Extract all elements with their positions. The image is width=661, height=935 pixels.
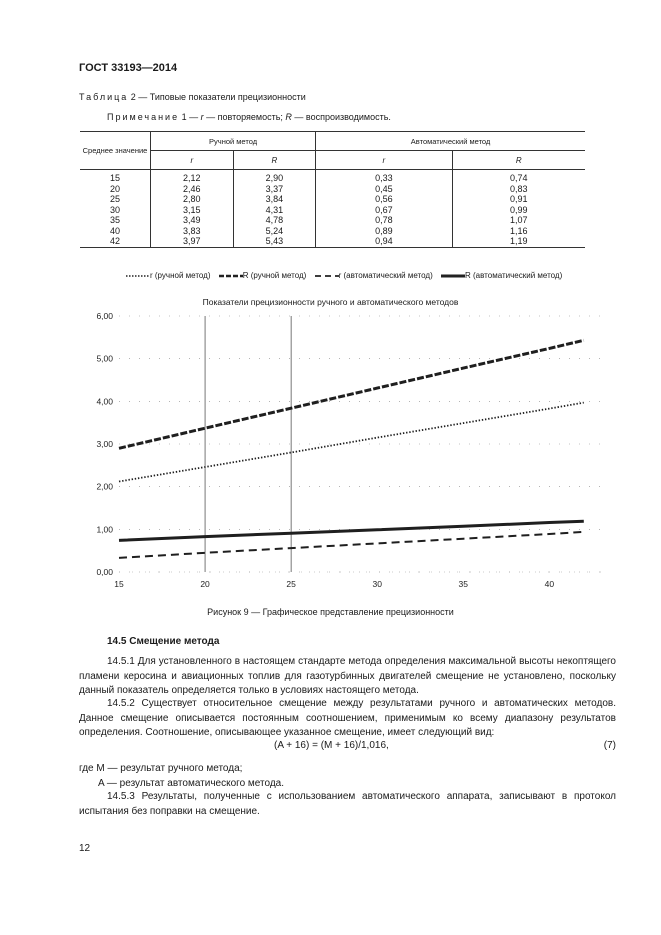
paragraph-text: 14.5.3 Результаты, полученные с использованием автоматического аппарата, записывают в протокол испытания без поправки на смещение.: [79, 791, 616, 817]
table-cell: 0,91: [452, 194, 585, 205]
table-cell: 4,31: [233, 205, 316, 216]
table-cell: 42: [109, 236, 120, 246]
equation-text: (A + 16) = (M + 16)/1,016,: [274, 740, 389, 751]
y-tick-label: 5,00: [96, 353, 113, 364]
figure-caption: Рисунок 9 — Графическое представление прецизионности: [207, 607, 454, 617]
table-cell: 3,84: [233, 194, 316, 205]
table-note-prefix: Примечание: [107, 112, 180, 122]
table-row: [80, 170, 585, 184]
table-cell: 0,94: [316, 236, 452, 247]
col-mean-header: Среднее значение: [80, 132, 151, 170]
table-note-R: R: [285, 112, 292, 122]
y-tick-label: 4,00: [96, 396, 113, 407]
y-tick-label: 0,00: [96, 567, 113, 577]
table-cell: 15: [109, 173, 120, 183]
table-cell: 2,80: [151, 194, 234, 205]
chart-legend: [126, 271, 616, 280]
table-cell: 2,90: [233, 170, 316, 184]
col-manual-R: R: [233, 151, 316, 170]
table-cell: 0,67: [316, 205, 452, 216]
table-cell: 5,24: [233, 226, 316, 237]
table-row: [80, 236, 585, 247]
table-cell: 40: [109, 225, 120, 236]
table-cell: 35: [109, 215, 120, 225]
table-cell: 0,83: [452, 184, 585, 195]
table-note-part: — воспроизводимость.: [291, 112, 391, 122]
table-cell: 25: [109, 194, 120, 204]
table-cell: 1,19: [452, 236, 585, 247]
table-caption: [79, 92, 306, 102]
legend-swatch-dashed-bold: [219, 273, 243, 279]
paragraph-text: 14.5.2 Существует относительное смещение между результатами ручного и автоматических методов. Данное смещение описывается постоянным соотношением, применимым ко всему диапазону результатов определения. Соотношение, описывающее указанное смещение, имеет следующий вид:: [79, 698, 616, 738]
table-cell: 3,83: [151, 226, 234, 237]
x-tick-label: 35: [458, 579, 469, 589]
series-line: [119, 340, 584, 448]
x-tick-label: 30: [372, 579, 382, 589]
y-tick-label: 3,00: [96, 439, 113, 449]
paragraph-text: 14.5.1 Для установленного в настоящем стандарте метода определения максимальной высоты некоптящего пламени керосина и авиационных топлив для газотурбинных двигателей смещение не установлено, поскольку данный показатель определяется только в условиях настоящего метода.: [79, 656, 616, 696]
where-line-2: A — результат автоматического метода.: [98, 777, 285, 789]
where-block: [79, 762, 284, 791]
table-cell: 4,78: [233, 215, 316, 226]
col-auto-header: Автоматический метод: [316, 132, 585, 151]
precision-table: [80, 131, 585, 248]
table-cell: 0,74: [452, 170, 585, 184]
table-note-r: r: [200, 112, 204, 122]
table-row: [80, 184, 585, 195]
table-cell: 0,89: [316, 226, 452, 237]
y-tick-label: 2,00: [96, 481, 113, 492]
series-line: [119, 521, 584, 540]
table-cell: 5,43: [233, 236, 316, 247]
table-note: [107, 112, 391, 122]
table-caption-prefix: Таблица: [79, 92, 129, 102]
x-tick-label: 15: [114, 579, 124, 589]
legend-label: R (ручной метод): [242, 271, 307, 280]
series-line: [119, 532, 584, 558]
table-cell: 3,97: [151, 236, 234, 247]
document-header: ГОСТ 33193—2014: [79, 62, 178, 74]
table-cell: 20: [109, 183, 120, 194]
legend-item: [126, 271, 211, 280]
legend-swatch-solid-bold: [441, 273, 465, 279]
legend-item: [315, 271, 433, 280]
equation-number: (7): [603, 740, 616, 751]
legend-swatch-dashed: [315, 273, 339, 279]
legend-swatch-dotted: [126, 273, 150, 279]
x-tick-label: 20: [200, 579, 210, 589]
table-body: [80, 170, 585, 248]
table-row: [80, 215, 585, 226]
precision-chart: [80, 306, 610, 596]
section-title: 14.5 Смещение метода: [107, 636, 220, 647]
col-auto-R: R: [452, 151, 585, 170]
paragraph-14-5-2: [79, 697, 616, 741]
table-cell: 30: [109, 204, 120, 215]
legend-label: r (ручной метод): [150, 271, 211, 280]
table-cell: 3,49: [151, 215, 234, 226]
table-cell: 1,16: [452, 226, 585, 237]
table-cell: 3,37: [233, 184, 316, 195]
table-note-part: — повторяемость;: [203, 112, 286, 122]
x-tick-label: 25: [286, 579, 296, 589]
table-row: [80, 226, 585, 237]
series-line: [119, 403, 584, 482]
table-cell: 1,07: [452, 215, 585, 226]
col-manual-r: r: [151, 151, 234, 170]
page-number: 12: [79, 843, 91, 854]
col-auto-r: r: [316, 151, 452, 170]
col-manual-header: Ручной метод: [151, 132, 316, 151]
table-cell: 0,45: [316, 184, 452, 195]
paragraph-14-5-3: [79, 790, 616, 819]
table-note-part: 1 —: [179, 112, 201, 122]
table-cell: 3,15: [151, 205, 234, 216]
legend-label: R (автоматический метод): [464, 271, 563, 280]
legend-label: r (автоматический метод): [338, 271, 433, 280]
legend-item: [219, 271, 307, 280]
chart-title: Показатели прецизионности ручного и автоматического методов: [202, 297, 459, 307]
legend-item: [441, 271, 562, 280]
x-tick-label: 40: [544, 579, 555, 589]
y-tick-label: 6,00: [96, 311, 113, 321]
table-cell: 0,56: [316, 194, 452, 205]
table-cell: 0,99: [452, 205, 585, 216]
table-cell: 2,46: [151, 184, 234, 195]
table-caption-text: 2 — Типовые показатели прецизионности: [128, 92, 306, 102]
table-row: [80, 194, 585, 205]
paragraph-14-5-1: [79, 655, 616, 699]
table-cell: 0,33: [316, 170, 452, 184]
where-line-1: где M — результат ручного метода;: [79, 763, 243, 774]
table-cell: 0,78: [316, 215, 452, 226]
table-row: [80, 205, 585, 216]
y-tick-label: 1,00: [96, 524, 113, 535]
table-cell: 2,12: [151, 170, 234, 184]
